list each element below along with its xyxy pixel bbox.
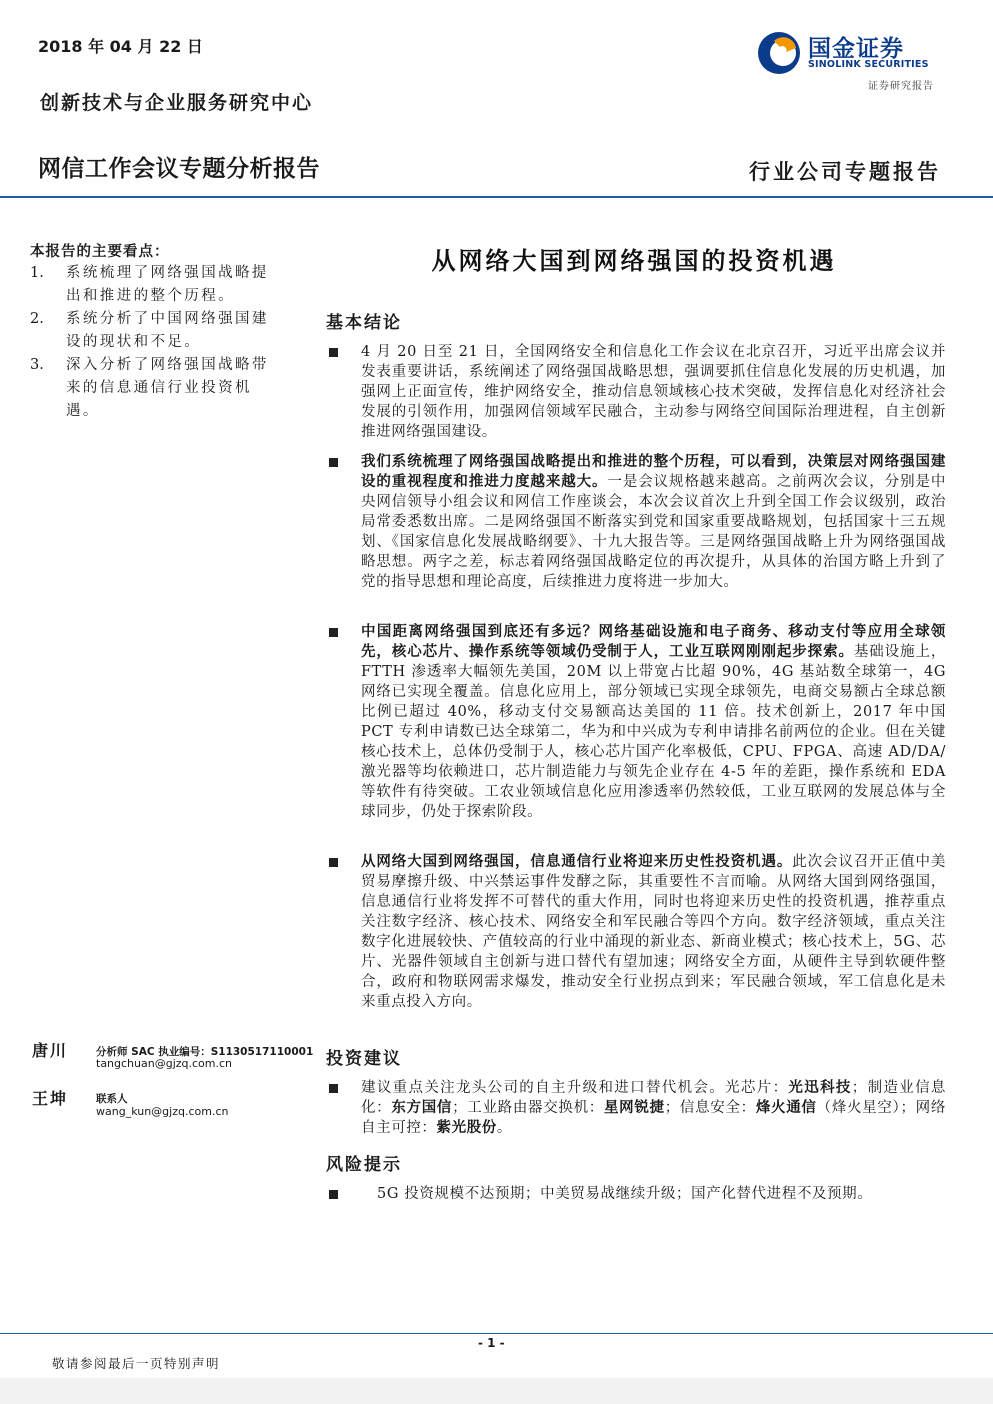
bullet-body: 基础设施上，FTTH 渗透率大幅领先美国，20M 以上带宽占比超 90%，4G 基站数全球第一，4G 网络已实现全覆盖。信息化应用上，部分领域已实现全球领先，电商交易额占全球总额比例已超过 40%，移动支付交易额高达美国的 11 倍。技术创新上，2017 年中国 PCT 专利申请数已达全球第二，华为和中兴成为专利申请排名前两位的企业。但在关键核心技术上，总体仍受制于人，核心芯片国产化率极低，CPU、FPGA、高速 AD/DA/激光器等均依赖进口，芯片制造能力与领先企业存在 4-5 年的差距，操作系统和 EDA 等软件有待突破。工农业领域信息化应用渗透率仍然较低，工业互联网的发展总体与全球同步，仍处于探索阶段。 bbox=[361, 644, 946, 820]
department-name: 创新技术与企业服务研究中心 bbox=[40, 92, 314, 114]
bullet-text bbox=[361, 852, 946, 1012]
bullet-bold-lead: 中国距离网络强国到底还有多远？网络基础设施和电子商务、移动支付等应用全球领先，核心芯片、操作系统等领域仍受制于人，工业互联网刚刚起步探索。 bbox=[361, 623, 946, 660]
bullet-body: 此次会议召开正值中美贸易摩擦升级、中兴禁运事件发酵之际，其重要性不言而喻。从网络大国到网络强国，信息通信行业将发挥不可替代的重大作用，同时也将迎来历史性的投资机遇，推荐重点关注数字经济、核心技术、网络安全和军民融合等四个方向。数字经济领域，重点关注数字化进展较快、产值较高的行业中涌现的新业态、新商业模式；核心技术上，5G、芯片、光器件领域自主创新与进口替代有望加速；网络安全方面，从硬件主导到软硬件整合，政府和物联网需求爆发，推动安全行业拐点到来；军民融合领域，军工信息化是未来重点投入方向。 bbox=[361, 854, 946, 1010]
analyst-role: 分析师 SAC 执业编号：S1130517110001 bbox=[96, 1046, 314, 1058]
investment-text bbox=[361, 1078, 946, 1138]
analyst-name: 唐川 bbox=[32, 1041, 69, 1060]
report-type: 行业公司专题报告 bbox=[749, 159, 941, 184]
highlight-text: 深入分析了网络强国战略带来的信息通信行业投资机遇。 bbox=[66, 357, 269, 419]
company-name: 星网锐捷 bbox=[604, 1099, 665, 1116]
highlight-number: 1. bbox=[30, 265, 44, 281]
bullet-text: 4 月 20 日至 21 日，全国网络安全和信息化工作会议在北京召开，习近平出席会议并发表重要讲话，系统阐述了网络强国战略思想，强调要抓住信息化发展的历史机遇，加强网上正面宣传，维护网络安全，推动信息领域核心技术突破，发挥信息化对经济社会发展的引领作用，加强网信领域军民融合，主动参与网络空间国际治理进程，自主创新推进网络强国建设。 bbox=[361, 344, 946, 440]
bullet-paragraph bbox=[326, 452, 946, 592]
bullet-square-icon bbox=[329, 628, 338, 637]
bullet-text bbox=[361, 622, 946, 822]
text-run: （烽火星空）；网络自主可控： bbox=[361, 1100, 946, 1136]
header-divider bbox=[0, 196, 993, 198]
bullet-square-icon bbox=[329, 1084, 338, 1093]
highlight-item bbox=[30, 262, 270, 308]
company-name: 光迅科技 bbox=[788, 1079, 852, 1096]
bullet-paragraph bbox=[326, 852, 946, 1012]
text-run: ；工业路由器交换机： bbox=[452, 1100, 604, 1116]
bullet-square-icon bbox=[329, 858, 338, 867]
text-run: 。 bbox=[496, 1120, 513, 1136]
bullet-square-icon bbox=[329, 458, 338, 467]
analyst-email[interactable]: tangchuan@gjzq.com.cn bbox=[96, 1057, 233, 1070]
highlights-list bbox=[30, 262, 270, 423]
highlight-number: 3. bbox=[30, 357, 44, 373]
report-date: 2018 年 04 月 22 日 bbox=[38, 37, 203, 56]
bullet-text bbox=[361, 452, 946, 592]
analyst-email[interactable]: wang_kun@gjzq.com.cn bbox=[96, 1105, 229, 1118]
company-name: 烽火通信 bbox=[755, 1099, 817, 1116]
bullet-body: 一是会议规格越来越高。之前两次会议，分别是中央网信领导小组会议和网信工作座谈会，本次会议首次上升到全国工作会议级别，政治局常委悉数出席。二是网络强国不断落实到党和国家重要战略规划，包括国家十三五规划、《国家信息化发展战略纲要》、十九大报告等。三是网络强国战略上升为网络强国战略思想。两字之差，标志着网络强国战略定位的再次提升，从具体的治国方略上升到了党的指导思想和理论高度，后续推进力度将进一步加大。 bbox=[361, 474, 946, 590]
bullet-bold-lead: 我们系统梳理了网络强国战略提出和推进的整个历程，可以看到，决策层对网络强国建设的重视程度和推进力度越来越大。 bbox=[361, 453, 946, 490]
logo-subtitle: 证券研究报告 bbox=[868, 81, 934, 92]
bullet-square-icon bbox=[329, 1190, 338, 1199]
company-name: 紫光股份 bbox=[436, 1119, 497, 1136]
bullet-paragraph bbox=[326, 342, 946, 442]
bullet-bold-lead: 从网络大国到网络强国，信息通信行业将迎来历史性投资机遇。 bbox=[361, 853, 793, 870]
analyst-role: 联系人 bbox=[96, 1093, 128, 1105]
highlight-text: 系统分析了中国网络强国建设的现状和不足。 bbox=[66, 311, 269, 350]
bullet-square-icon bbox=[329, 348, 338, 357]
text-run: ；制造业信息化： bbox=[361, 1080, 946, 1116]
section-heading-conclusions: 基本结论 bbox=[326, 313, 402, 333]
sinolink-logo-icon bbox=[756, 30, 802, 76]
logo-name-en: SINOLINK SECURITIES bbox=[808, 59, 929, 70]
analyst-name: 王坤 bbox=[32, 1089, 69, 1108]
bullet-paragraph bbox=[326, 1184, 946, 1204]
page-number: - 1 - bbox=[478, 1336, 505, 1350]
company-name: 东方国信 bbox=[391, 1099, 453, 1116]
section-heading-risk: 风险提示 bbox=[326, 1155, 402, 1175]
highlight-item bbox=[30, 308, 270, 354]
section-heading-investment: 投资建议 bbox=[326, 1049, 402, 1069]
bottom-band bbox=[0, 1378, 993, 1404]
footer-divider bbox=[0, 1333, 993, 1334]
main-title: 从网络大国到网络强国的投资机遇 bbox=[431, 246, 837, 275]
bullet-paragraph bbox=[326, 622, 946, 822]
footer-disclaimer: 敬请参阅最后一页特别声明 bbox=[52, 1356, 221, 1371]
highlight-item bbox=[30, 354, 270, 423]
logo-name-cn: 国金证券 bbox=[808, 36, 904, 62]
risk-text: 5G 投资规模不达预期；中美贸易战继续升级；国产化替代进程不及预期。 bbox=[377, 1186, 873, 1202]
text-run: ；信息安全： bbox=[664, 1100, 756, 1116]
highlight-number: 2. bbox=[30, 311, 44, 327]
bullet-paragraph bbox=[326, 1078, 946, 1138]
highlights-heading: 本报告的主要看点： bbox=[30, 243, 170, 260]
text-run: 建议重点关注龙头公司的自主升级和进口替代机会。光芯片： bbox=[361, 1080, 789, 1096]
report-title: 网信工作会议专题分析报告 bbox=[38, 156, 320, 182]
highlight-text: 系统梳理了网络强国战略提出和推进的整个历程。 bbox=[66, 265, 269, 304]
